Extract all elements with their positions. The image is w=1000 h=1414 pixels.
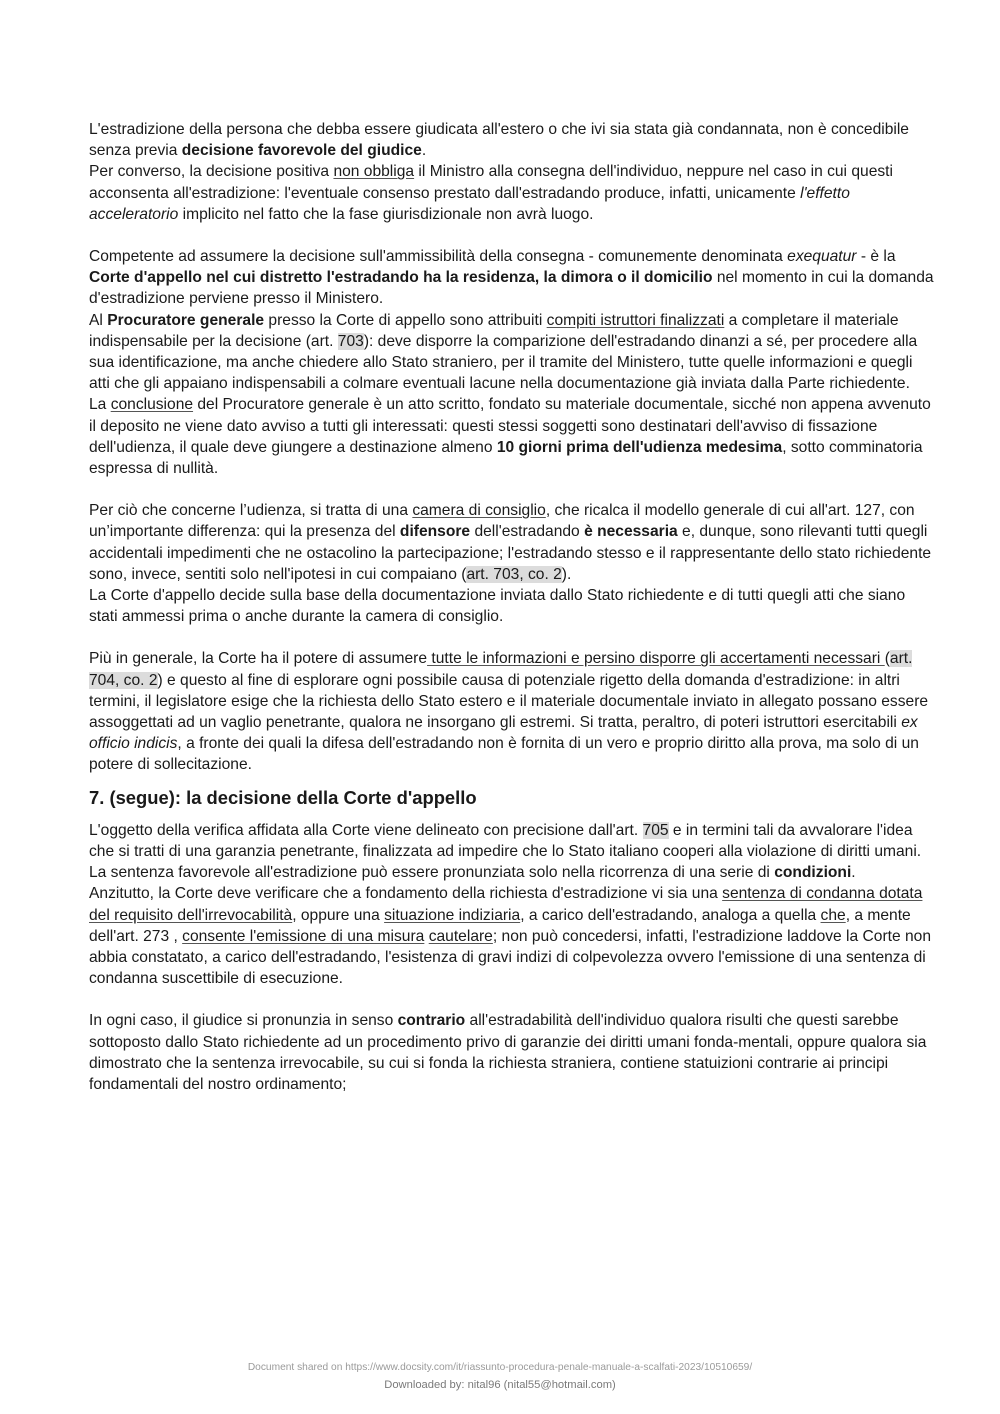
text: , oppure una	[292, 906, 385, 924]
paragraph-12	[89, 1010, 934, 1095]
article-reference[interactable]: 705	[642, 821, 669, 839]
footer-downloaded-by: Downloaded by: nital96 (nital55@hotmail.com)	[384, 1379, 616, 1391]
article-reference[interactable]: 703	[337, 332, 364, 350]
bold-text: Corte d'appello nel cui distretto l'estradando ha la residenza, la dimora o il domicilio	[89, 269, 713, 287]
text: e, dunque, sono rilevanti tutti quegli accidentali impedimenti che ne ostacolino la partecipazione; l'estradando stesso e il rappresentante dello stato richiedente sono, invece, sentiti solo nell'ipotesi in cui compaiano (	[89, 523, 932, 583]
text: presso la Corte di appello sono attribuiti	[264, 311, 547, 329]
underlined-text: cautelare	[428, 927, 493, 945]
underlined-text: compiti istruttori finalizzati	[546, 311, 725, 329]
paragraph-9	[89, 820, 934, 862]
underlined-text: situazione indiziaria	[384, 906, 521, 924]
bold-text: contrario	[397, 1012, 466, 1030]
bold-text: condizioni	[774, 864, 852, 882]
underlined-text: tutte le informazioni e persino disporre gli accertamenti necessari	[427, 650, 885, 668]
text: implicito nel fatto che la fase giurisdizionale non avrà luogo.	[178, 205, 594, 223]
text: Al	[89, 311, 108, 329]
text: Competente ad assumere la decisione sull'ammissibilità della consegna - comunemente denominata	[89, 248, 788, 266]
footer-shared-notice[interactable]: Document shared on https://www.docsity.com/it/riassunto-procedura-penale-manuale-a-scalfati-2023/10510659/	[247, 1362, 753, 1373]
paragraph-6	[89, 500, 934, 585]
text: La Corte d'appello decide sulla base della documentazione inviata dallo Stato richiedente e di tutti quegli atti che siano stati ammessi prima o anche durante la camera di consiglio.	[89, 587, 906, 626]
text: il Ministro alla consegna dell'individuo, neppure nel caso in cui questi acconsenta all'estradizione: l'eventuale consenso prestato dall'estradando produce, infatti, unicamente	[89, 163, 893, 202]
bold-text: decisione favorevole del giudice	[181, 142, 422, 160]
text: e in termini tali da avvalorare l'idea che si tratti di una garanzia penetrante, finalizzata ad impedire che lo Stato italiano cooperi alla violazione di diritti umani.	[89, 821, 922, 860]
bold-text: difensore	[399, 523, 471, 541]
paragraph-4	[89, 310, 934, 395]
text: del Procuratore generale è un atto scritto, fondato su materiale documentale, sicché non appena avvenuto il deposito ne viene dato avviso a tutti gli interessati: questi stessi soggetti sono destinatari dell'avviso di fissazione dell'udienza, il quale deve giungere a destinazione almeno	[89, 396, 931, 456]
paragraph-7	[89, 585, 934, 627]
text: , a fronte dei quali la difesa dell'estradando non è fornita di un vero e proprio diritto alla prova, ma solo di un potere di sollecitazione.	[89, 735, 919, 774]
underlined-text: non obbliga	[333, 163, 415, 181]
text: ).	[561, 565, 572, 583]
text: , a carico dell'estradando, analoga a quella	[520, 906, 821, 924]
text: In ogni caso, il giudice si pronunzia in senso	[89, 1012, 398, 1030]
text: La	[89, 396, 111, 414]
text: , che ricalca il modello generale di cui all'art. 127, con un’importante differenza: qui la presenza del	[89, 502, 915, 541]
text: ) e questo al fine di esplorare ogni possibile causa di potenziale rigetto della domanda d'estradizione: in altri termini, il legislatore esige che la richiesta dello Stato estero e il materiale documentale inviato in allegato possano essere assoggettati ad un vaglio penetrante, qualora ne insorgano gli estremi. Si tratta, peraltro, di poteri istruttori esercitabili	[89, 671, 929, 732]
text: L'estradizione della persona che debba essere giudicata all'estero o che ivi sia stata già condannata, non è concedibile senza previa	[89, 121, 909, 160]
text: Anzitutto, la Corte deve verificare che a fondamento della richiesta d'estradizione vi sia una	[89, 885, 723, 903]
text: , a mente dell'art. 273 ,	[89, 906, 911, 945]
italic-text: ex officio indicis	[89, 714, 918, 753]
text: - è la	[856, 248, 896, 266]
text: (	[884, 650, 890, 668]
italic-text: exequatur	[787, 248, 857, 266]
underlined-text: camera di consiglio	[412, 502, 546, 520]
paragraph-2	[89, 161, 934, 225]
underlined-text: sentenza di condanna dotata del requisito dell'irrevocabilità	[89, 885, 923, 924]
underlined-text: che	[820, 906, 846, 924]
text: Per converso, la decisione positiva	[89, 163, 334, 181]
text: dell'estradando	[470, 523, 585, 541]
bold-text: 10 giorni prima dell'udienza medesima	[496, 438, 783, 456]
paragraph-3	[89, 246, 934, 310]
text: Per ciò che concerne l’udienza, si tratta di una	[89, 502, 413, 520]
paragraph-8	[89, 648, 934, 775]
text: ; non può concedersi, infatti, l'estradizione laddove la Corte non abbia constatato, a carico dell'estradando, l'esistenza di gravi indizi di colpevolezza ovvero l'emissione di una sentenza di condanna suscettibile di esecuzione.	[89, 927, 931, 988]
text: La sentenza favorevole all'estradizione può essere pronunziata solo nella ricorrenza di una serie di	[89, 864, 775, 882]
paragraph-10	[89, 862, 934, 883]
underlined-text: conclusione	[110, 396, 194, 414]
text: ): deve disporre la comparizione dell'estradando dinanzi a sé, per procedere alla sua identificazione, ma anche chiedere allo Stato straniero, per il tramite del Ministero, tutte quelle informazioni e quegli atti che gli appaiano indispensabili a colmare eventuali lacune nella documentazione già inviata dalla Parte richiedente.	[89, 332, 918, 393]
underlined-text: consente l'emissione di una misura	[182, 927, 425, 945]
paragraph-1	[89, 119, 934, 161]
text: all'estradabilità dell'individuo qualora risulti che questi sarebbe sottoposto dallo Stato richiedente ad un procedimento privo di garanzie dei diritti umani fonda-mentali, oppure qualora sia dimostrato che la sentenza irrevocabile, su cui si fonda la richiesta straniera, contiene statuizioni contrarie ai principi fondamentali del nostro ordinamento;	[89, 1012, 927, 1093]
paragraph-11	[89, 883, 934, 989]
text: .	[421, 142, 427, 160]
italic-text: l'effetto acceleratorio	[89, 184, 850, 223]
text: Più in generale, la Corte ha il potere di assumere	[89, 650, 428, 668]
text: L'oggetto della verifica affidata alla Corte viene delineato con precisione dall'art.	[89, 821, 643, 839]
text: a completare il materiale indispensabile per la decisione (art.	[89, 311, 899, 350]
text: , sotto comminatoria espressa di nullità.	[89, 438, 923, 478]
article-reference[interactable]: art. 703, co. 2	[466, 565, 562, 583]
text: .	[851, 864, 856, 882]
bold-text: Procuratore generale	[107, 311, 265, 329]
document-body	[89, 119, 934, 1095]
section-heading: 7. (segue): la decisione della Corte d'appello	[89, 786, 477, 808]
text: nel momento in cui la domanda d'estradizione perviene presso il Ministero.	[89, 269, 934, 308]
paragraph-5	[89, 394, 934, 479]
article-reference[interactable]: art. 704, co. 2	[89, 650, 913, 689]
bold-text: è necessaria	[584, 523, 678, 541]
